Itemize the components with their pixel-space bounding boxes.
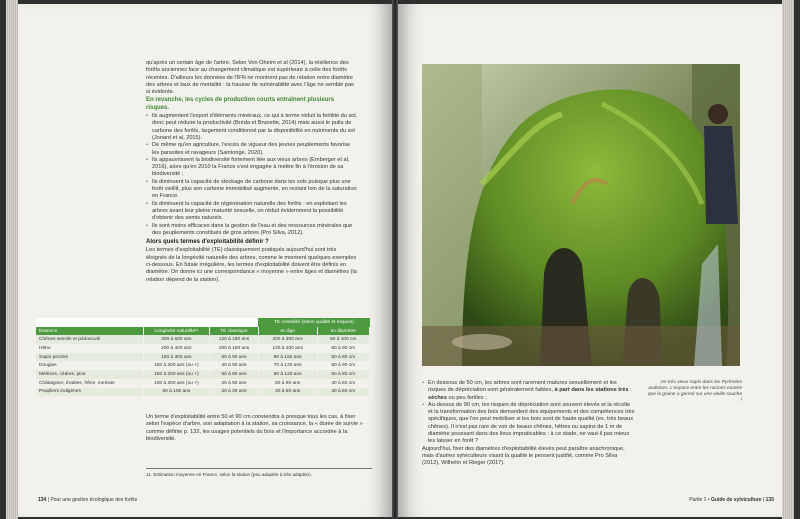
table-cell: 60 à 100 ans [143,388,210,397]
table-cell: 200 à 400 ans [143,344,210,353]
page-number: 135 [765,497,774,503]
col-header: TE classique [210,327,259,336]
col-header: Longévité naturelle¹¹ [143,327,210,336]
bullet-text: En dessous de 50 cm, les arbres sont rarement matures sexuellement et les risques de dépréciation sont généralement faibles, [428,380,617,394]
table-cell: 50 à 90 ans [210,353,259,362]
page-edges-left [6,0,18,519]
page-edges-right [782,0,794,519]
bullet-bold-text: à part dans les stations très sèches [428,387,629,401]
footnote: 11. Estimation moyenne en France, selon la station (peu adaptée à très adaptée). [146,468,372,477]
intro-paragraph: qu'après un certain âge de l'arbre. Selon Von Oheim et al (2014), la résilience des forêts anciennes face au changement climatique est supérieure à celle des forêts récentes. D'ailleurs les données de l'IFN ne montrent pas de relation entre diamètre des arbres et taux de mortalité : la hausse de vulnérabilité avec l'âge ne semble pas si évidente. [146,60,354,96]
mossy-fir-stump-photo [422,64,740,366]
left-folio: 134 | Pour une gestion écologique des forêts [38,497,138,503]
list-item: • Ils appauvrissent la biodiversité fortement liée aux vieux arbres (Emberger et al, 2016), alors qu'en 2010 la France s'est engagée à mettre fin à l'érosion de sa biodiversité ; [146,157,358,179]
table-cell: Hêtre [36,344,143,353]
table-cell: 50 à 80 cm [317,370,369,379]
table-row [36,388,370,397]
bullet-text: ou peu fertiles ; [446,394,487,401]
table-cell: 60 à 90 cm [317,344,369,353]
table-row [36,379,370,388]
table-cell: Mélèzes, cèdres, pins [36,370,143,379]
table-cell: 25 à 50 ans [210,379,259,388]
table-cell: 40 à 60 cm [317,379,369,388]
col-header: en diamètre [317,327,369,336]
list-item: • Ils diminuent la capacité de stockage de carbone dans les sols puisque plus une forêt vieillit, plus son carbone immobilisé augmente, en restant loin de la saturation en France. [146,179,358,201]
table-cell: 150 à 300 ans [143,353,210,362]
table-row [36,361,370,370]
list-item: • De même qu'en agriculture, l'excès de vigueur des jeunes peuplements favorise les parasites et ravageurs (Saintonge, 2020). [146,142,358,157]
forest-photo-illustration [422,64,740,366]
list-item: • Au-dessus de 90 cm, les risques de dépréciation sont souvent élevés et la récolte et la transformation des bois demandent des équipements et des compétences très spécifiques, que l'on peut mobiliser si les bois sont de haute qualité (ex. très beaux chênes). Il n'est pas rare de voir de beaux chênes, hêtres ou sapins de 1 m de diamètre poussant dans des lieux impraticables : à ce stade, ne vaut-il pas mieux les laisser en forêt ? [422,402,636,446]
exploitability-table [36,318,370,396]
table-cell: 300 à 600 ans [143,335,210,344]
table-row [36,335,370,344]
question-paragraph: Les termes d'exploitabilité (TE) classiquement pratiqués aujourd'hui sont très éloignés de la longévité naturelle des arbres, comme le montrent quelques exemples ci-dessous. En futaie irrégulière, les termes d'exploitabilité doivent être définis en diamètre. On donne ici une correspondance « moyenne » entre âges et diamètres (la relation dépend de la station). [146,247,357,283]
table-cell: 120 à 180 ans [210,335,259,344]
right-folio: Partie 1 • Guide de sylviculture | 135 [689,497,774,503]
table-cell: 50 à 90 cm [317,361,369,370]
left-main-text [146,60,358,285]
page-number: 134 [38,497,47,503]
table-cell: Sapin pectiné [36,353,143,362]
list-item: • Ils sont moins efficaces dans la gestion de l'eau et des ressources minérales que des peuplements constitués de gros arbres (Pro Silva, 2012). [146,223,358,238]
table-caption-row [36,318,370,327]
col-header: en âge [258,327,317,336]
diameter-list [422,380,636,446]
closing-paragraph: Aujourd'hui, fixer des diamètres d'exploitabilité élevés peut paraître anachronique, mais d'autres sylviculteurs visant la qualité le pensent justifié, comme Pro Silva (2012), Wilhelm et Rieger (2017). [422,445,625,467]
table-cell: 150 à 200 ans (ou +) [143,361,210,370]
table-cell: 40 à 50 ans [210,361,259,370]
running-title: Pour une gestion écologique des forêts [50,497,138,503]
table-cell: 70 à 120 ans [258,361,317,370]
heading-question: Alors quels termes d'exploitabilité définir ? [146,239,269,246]
table-cell: 80 à 150 ans [258,353,317,362]
after-table-text [146,414,370,444]
table-cell: 120 à 200 ans [258,344,317,353]
table-cell: 100 à 150 ans [210,344,259,353]
part-label: Partie 1 [689,497,707,503]
table-cell: 150 à 200 ans (ou +) [143,370,210,379]
table-cell: Peupliers indigènes [36,388,143,397]
table-cell: 50 à 90 ans [258,379,317,388]
col-header: Essence [36,327,143,336]
table-cell: Douglas [36,361,143,370]
table-cell: 60 à 100 cm [317,335,369,344]
table-cell: 100 à 200 ans (ou +) [143,379,210,388]
table-cell: Châtaignier, érables, frêne, merisier [36,379,143,388]
table-cell: 60 à 120 ans [258,370,317,379]
table-row [36,353,370,362]
table-cell: 200 à 300 ans [258,335,317,344]
right-main-text [422,380,636,469]
table-row [36,344,370,353]
list-item: • Ils diminuent la capacité de régénération naturelle des forêts : en exploitant les arbres avant leur pleine maturité sexuelle, on réduit évidemment la possibilité d'obtenir des semis naturels. [146,201,358,223]
heading-short-cycles: En revanche, les cycles de production courts entraînent plusieurs risques. [146,97,335,111]
table-caption: TE conseillé (selon qualité et risques) [258,318,369,327]
list-item [422,380,636,402]
after-table-paragraph: Un terme d'exploitabilité entre 50 et 90 cm conviendra à presque tous les cas, à fixer selon l'espèce d'arbre, son adaptation à la station, sa croissance, la « durée de survie » comme définie p. 132, les usages potentiels du bois et l'importance accordée à la biodiversité. [146,414,363,442]
table-cell: 40 à 50 ans [258,388,317,397]
list-item: • Ils augmentent l'export d'éléments minéraux, ce qui à terme réduit la fertilité du sol, donc peut réduire la productivité (Bréda et Brunette, 2014) mais aussi le puits de carbone des forêts, largement conditionné par la disponibilité en nutriments du sol (Jonard et al, 2015). [146,113,358,142]
table-cell: Chênes sessile et pédonculé [36,335,143,344]
table-cell: 50 à 80 cm [317,353,369,362]
table-cell: 50 à 90 ans [210,370,259,379]
table-cell: 40 à 60 cm [317,388,369,397]
photo-caption: Un très vieux sapin dans les Pyrénées audoises. L'espace entre les racines montre que la graine a germé sur une vieille souche ! [647,380,742,403]
table-header-row [36,327,370,336]
table-row [36,370,370,379]
table-cell: 20 à 30 ans [210,388,259,397]
running-title: Guide de sylviculture [710,497,762,503]
risk-list [146,113,358,237]
